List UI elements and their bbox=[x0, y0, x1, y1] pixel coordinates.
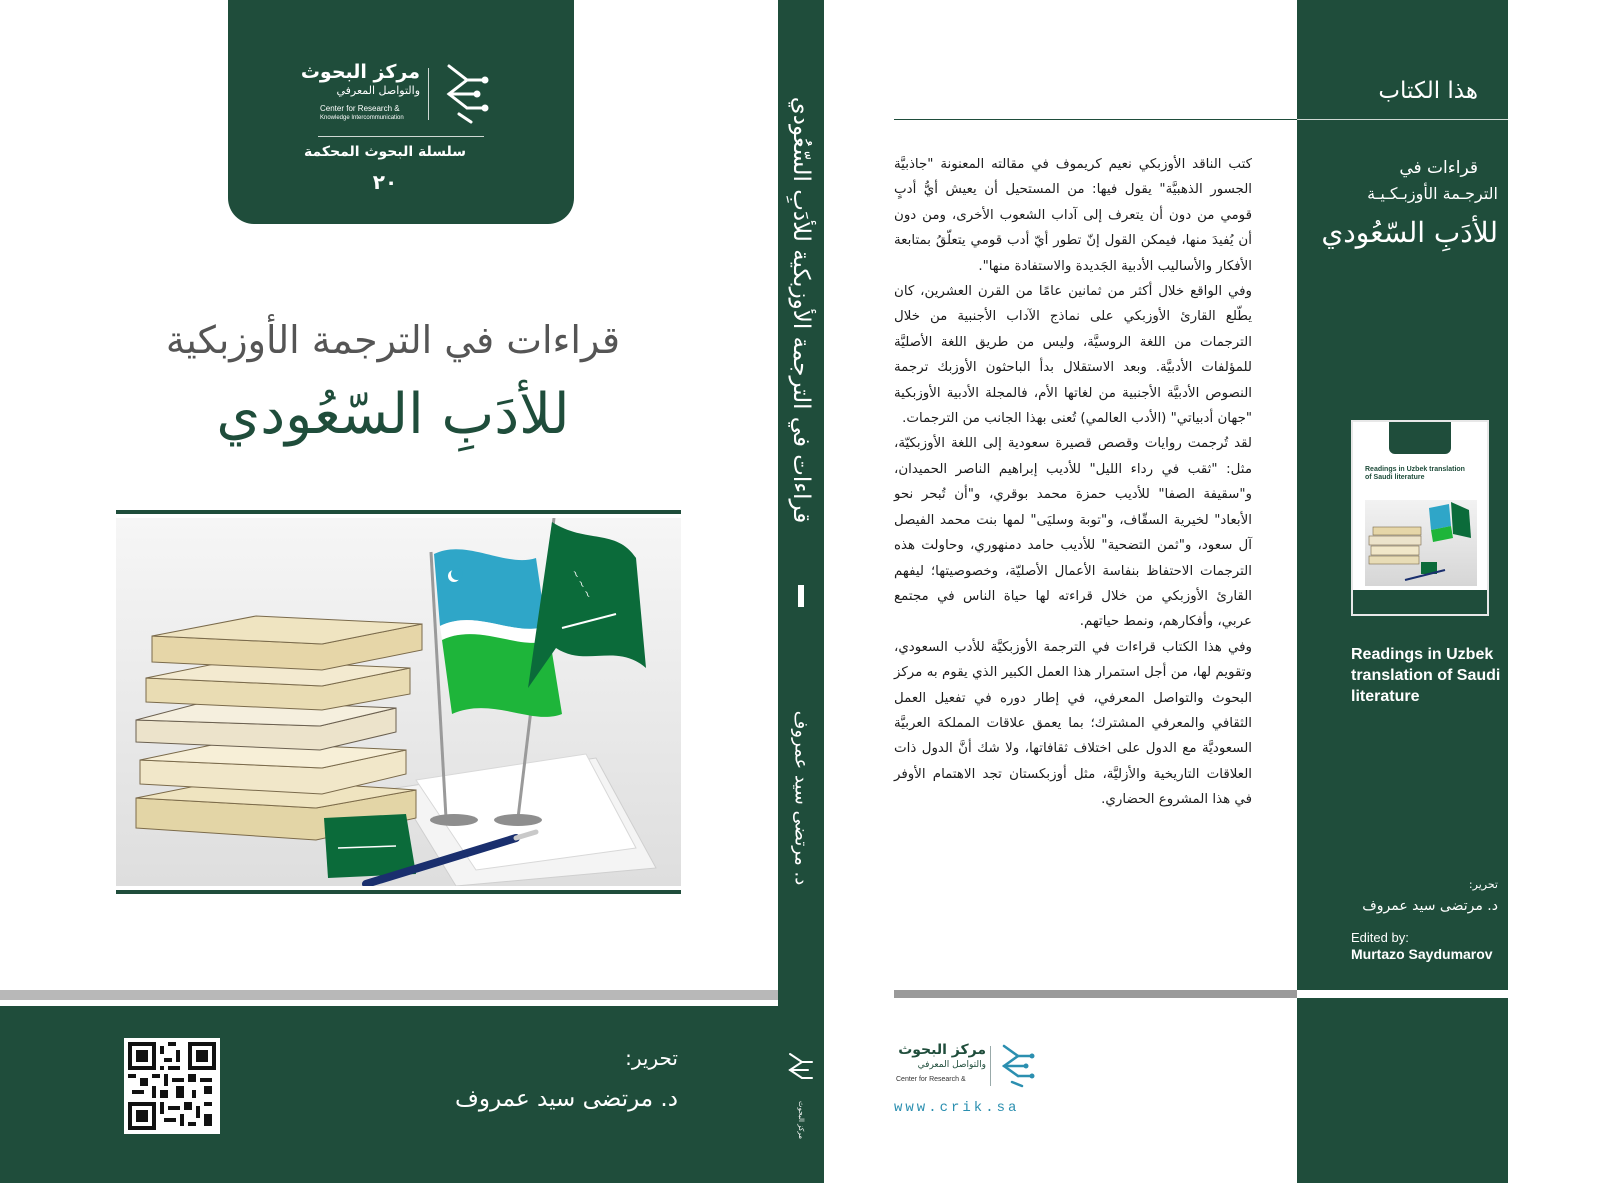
thumbnail-logo-panel bbox=[1389, 422, 1451, 454]
back-logo-divider bbox=[990, 1046, 991, 1086]
book-spine bbox=[778, 0, 824, 1183]
blurb-paragraph: كتب الناقد الأوزبكي نعيم كريموف في مقالته المعنونة "جاذبيَّة الجسور الذهبيَّة" يقول فيها: من المستحيل أن يعيش أيُّ أدبٍ قومي من دون أن يتعرف إلى آداب الشعوب الأخرى، ومن دون أن يُفيدَ منها، فيمكن القول إنّ تطور أيّ أدب قومي يتعلّقُ بمتابعة الأفكار والأساليب الأدبية الجَديدة والاستفادة منها". bbox=[894, 157, 1252, 274]
blurb-paragraph: وفي هذا الكتاب قراءات في الترجمة الأوزبكيَّة للأدب السعودي، وتقويم لها، من أجل استمرار هذا العمل الكبير الذي يقوم به مركز البحوث والتواصل المعرفي، في إطار دوره في تفعيل العمل الثقافي والمعرفي المشترك؛ بما يعمق علاقات المملكة العربيَّة السعوديَّة مع الدول على اختلاف ثقافاتها، ولا شك أنَّ الدول ذات العلاقات التاريخية والأزليَّة، مثل أوزبكستان تجد الاهتمام الأوفر في هذا المشروع الحضاري. bbox=[894, 639, 1252, 808]
books-and-flags-illustration bbox=[116, 518, 681, 886]
title-rule-bottom bbox=[116, 890, 681, 894]
spine-logo-text: مركز البحوث bbox=[797, 1101, 805, 1139]
back-editor-name-en: Murtazo Saydumarov bbox=[1351, 946, 1493, 962]
svg-text:~ ~ ~: ~ ~ ~ bbox=[568, 568, 594, 601]
center-logo-icon bbox=[996, 1042, 1036, 1088]
book-title-line2: للأدَبِ السّعُودي bbox=[216, 382, 570, 447]
center-name-en: Center for Research & bbox=[320, 104, 400, 113]
back-title-en: Readings in Uzbek translation of Saudi literature bbox=[1351, 646, 1501, 705]
book-title-line1: قراءات في الترجمة الأوزبكية bbox=[165, 318, 621, 362]
back-title-line1: قراءات في bbox=[1399, 158, 1478, 178]
cover-thumbnail bbox=[1351, 420, 1489, 616]
website-url[interactable]: www.crik.sa bbox=[894, 1100, 1020, 1116]
back-center-name-ar: مركز البحوث bbox=[898, 1042, 986, 1058]
thumbnail-title: Readings in Uzbek translation of Saudi literature bbox=[1365, 466, 1465, 481]
series-divider bbox=[318, 136, 484, 137]
back-editor-label-en: Edited by: bbox=[1351, 930, 1409, 945]
spine-separator bbox=[798, 585, 804, 607]
blurb-paragraph: وفي الواقع خلال أكثر من ثمانين عامًا من القرن العشرين، كان يطّلع القارئ الأوزبكي على نماذج الآداب الأجنبية من خلال الترجمات من اللغة الروسيَّة، وليس من طريق اللغة الأصليَّة للمؤلفات الأدبيَّة. وبعد الاستقلال بدأ الباحثون الأوزبك ترجمة النصوص الأدبيَّة الأجنبية من لغاتها الأم، فالمجلة الأدبية الأوزبكية "جهان أدبياتي" (الأدب العالمي) تُعنى بهذا الجانب من الترجمات. bbox=[894, 284, 1252, 427]
front-bottom-band bbox=[0, 1006, 778, 1183]
title-rule-top bbox=[116, 510, 681, 514]
center-name-ar-line2: والتواصل المعرفي bbox=[336, 84, 420, 97]
back-heading: هذا الكتاب bbox=[1378, 78, 1478, 104]
center-name-ar: مركز البحوث bbox=[300, 61, 420, 83]
publisher-logo-panel bbox=[228, 0, 574, 224]
back-green-strip bbox=[1297, 0, 1508, 1183]
thumbnail-photo bbox=[1365, 500, 1477, 586]
back-cover bbox=[824, 0, 1600, 1183]
qr-code bbox=[124, 1038, 220, 1134]
front-grey-band bbox=[0, 990, 778, 1000]
spine-logo-icon bbox=[786, 1050, 816, 1082]
center-logo-icon bbox=[435, 62, 491, 124]
back-center-name-ar-line2: والتواصل المعرفي bbox=[917, 1060, 986, 1070]
spine-author: د. مرتضى سيد عمروف bbox=[790, 710, 812, 886]
thumbnail-bottom-band bbox=[1353, 590, 1487, 614]
editor-label: تحرير: bbox=[625, 1046, 678, 1070]
blurb-text bbox=[894, 152, 1252, 813]
back-title-line2: الترجـمة الأوزبـكـيـة bbox=[1367, 184, 1498, 203]
series-number: ٢٠ bbox=[372, 170, 398, 194]
back-title-line3: للأدَبِ السّعُودي bbox=[1321, 216, 1498, 249]
series-name: سلسلة البحوث المحكمة bbox=[304, 144, 466, 160]
front-cover bbox=[0, 0, 778, 1183]
back-center-name-en: Center for Research & bbox=[896, 1076, 966, 1083]
spine-title: قراءات في الترجمة الأوزبكية للأدَبِ السّعُودي bbox=[788, 96, 814, 524]
back-grey-band bbox=[894, 990, 1297, 998]
back-editor-name-ar: د. مرتضى سيد عمروف bbox=[1362, 898, 1498, 914]
back-heading-rule bbox=[1297, 119, 1508, 120]
cover-photo bbox=[116, 518, 681, 886]
back-editor-label-ar: تحرير: bbox=[1468, 878, 1498, 891]
back-white-band bbox=[1297, 990, 1508, 998]
center-name-en-line2: Knowledge Intercommunication bbox=[320, 115, 404, 121]
editor-name: د. مرتضى سيد عمروف bbox=[455, 1086, 678, 1112]
blurb-paragraph: لقد تُرجمت روايات وقصص قصيرة سعودية إلى اللغة الأوزبكيّة، مثل: "ثقب في رداء الليل" للأديب إبراهيم الناصر الحميدان، و"سقيفة الصفا" للأديب حمزة محمد بوقري، و"أن تُبحر نحو الأبعاد" لخيرية السقّاف، و"توبة وسليَى" لمها بنت محمد الفيصل آل سعود، و"ثمن التضحية" للأديب حامد دمنهوري، وحاولت هذه الترجمات الاحتفاظ بنفاسة الأعمال الأصليّة، وخصوصيتها؛ ليفهم القارئ الأوزبكي من خلال قراءته لها حياة الناس في مجتمع عربي، وأفكارهم، ونمط حياتهم. bbox=[894, 436, 1252, 630]
